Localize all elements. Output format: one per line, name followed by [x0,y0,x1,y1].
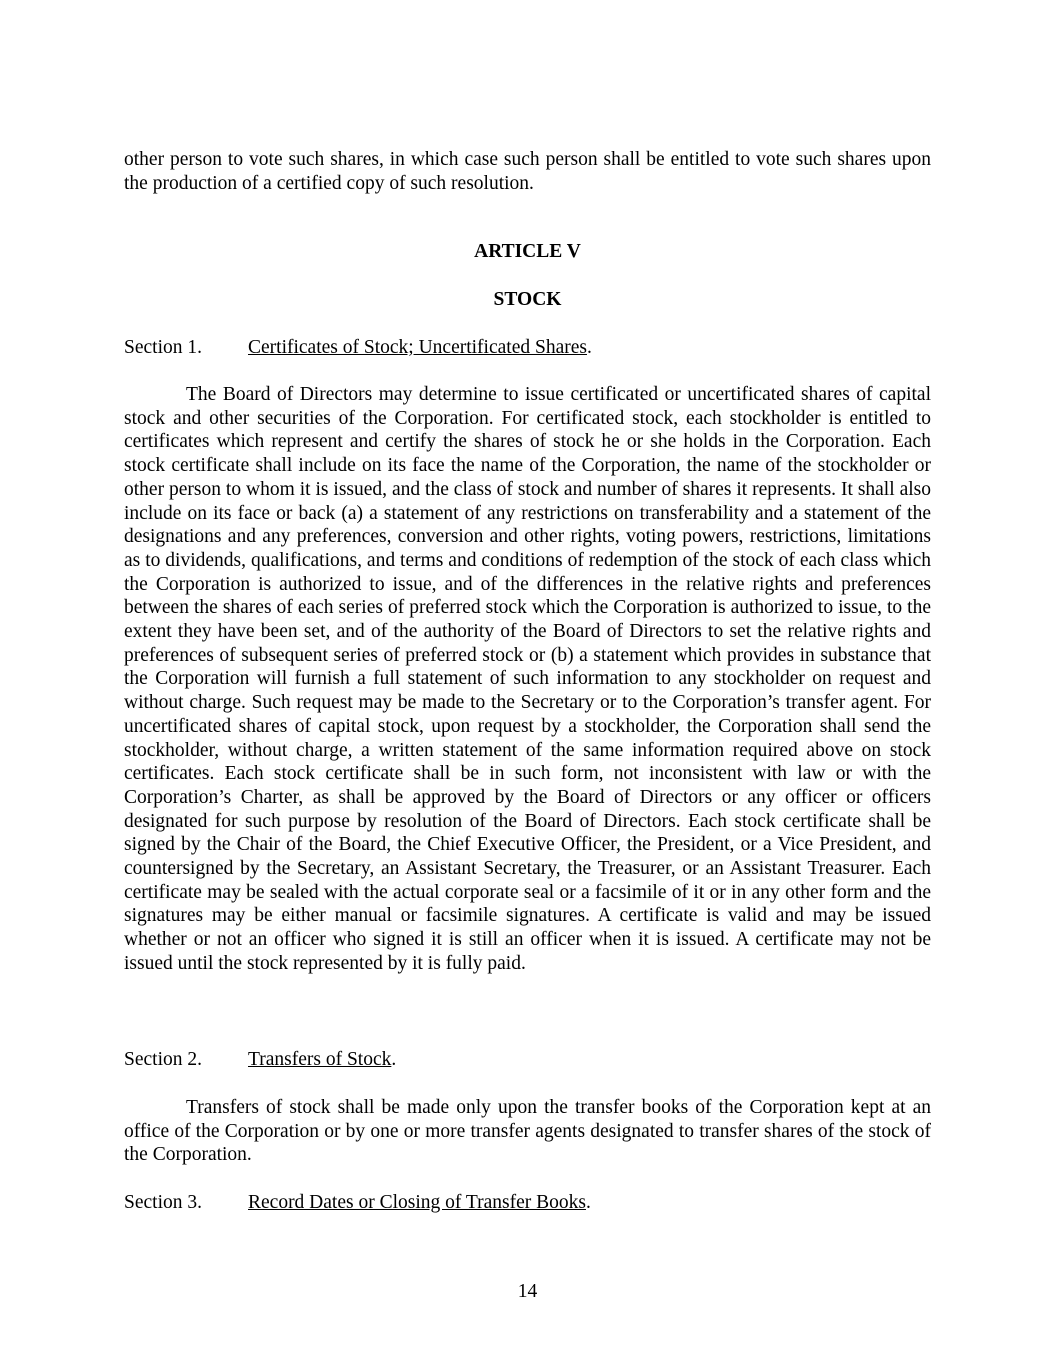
section-3-number: Section 3. [124,1192,202,1213]
section-1-title: Certificates of Stock; Uncertificated Shares [248,337,587,358]
section-2-body: Transfers of stock shall be made only upon the transfer books of the Corporation kept at an office of the Corporation or by one or more transfer agents designated to transfer shares of the stock of the Corporation. [124,1097,931,1166]
section-3-title: Record Dates or Closing of Transfer Books [248,1192,586,1213]
page-number: 14 [517,1281,538,1302]
section-1-number: Section 1. [124,337,202,358]
section-2-number: Section 2. [124,1049,202,1070]
section-2-heading: Section 2. Transfers of Stock. [124,1049,397,1070]
intro-paragraph: other person to vote such shares, in which case such person shall be entitled to vote such shares upon the production of a certified copy of such resolution. [124,149,931,194]
section-2-title: Transfers of Stock [248,1049,392,1070]
article-title: STOCK [493,289,562,310]
section-3-heading: Section 3. Record Dates or Closing of Transfer Books. [124,1192,591,1213]
section-1-body: The Board of Directors may determine to issue certificated or uncertificated shares of capital stock and other securities of the Corporation. For certificated stock, each stockholder is entitled to certificates which represent and certify the shares of stock he or she holds in the Corporation. Each stock certificate shall include on its face the name of the Corporation, the name of the stockholder or other person to whom it is issued, and the class of stock and number of shares it represents. It shall also include on its face or back (a) a statement of any restrictions on transferability and a statement of the designations and any preferences, conversion and other rights, voting powers, restrictions, limitations as to dividends, qualifications, and terms and conditions of redemption of the stock of each class which the Corporation is authorized to issue, and of the differences in the relative rights and preferences between the shares of each series of preferred stock which the Corporation is authorized to issue, to the extent they have been set, and of the authority of the Board of Directors to set the relative rights and preferences of subsequent series of preferred stock or (b) a statement which provides in substance that the Corporation will furnish a full statement of such information to any stockholder on request and without charge. Such request may be made to the Secretary or to the Corporation’s transfer agent. For uncertificated shares of capital stock, upon request by a stockholder, the Corporation shall send the stockholder, without charge, a written statement of the same information required above on stock certificates. Each stock certificate shall be in such form, not inconsistent with law or with the Corporation’s Charter, as shall be approved by the Board of Directors or any officer or officers designated for such purpose by resolution of the Board of Directors. Each stock certificate shall be signed by the Chair of the Board, the Chief Executive Officer, the President, or a Vice President, and countersigned by the Secretary, an Assistant Secretary, the Treasurer, or an Assistant Treasurer. Each certificate may be sealed with the actual corporate seal or a facsimile of it or in any other form and the signatures may be either manual or facsimile signatures. A certificate is valid and may be issued whether or not an officer who signed it is still an officer when it is issued. A certificate may not be issued until the stock represented by it is fully paid. [124,384,931,974]
article-heading: ARTICLE V [474,241,581,262]
section-1-heading: Section 1. Certificates of Stock; Uncertificated Shares. [124,337,592,358]
